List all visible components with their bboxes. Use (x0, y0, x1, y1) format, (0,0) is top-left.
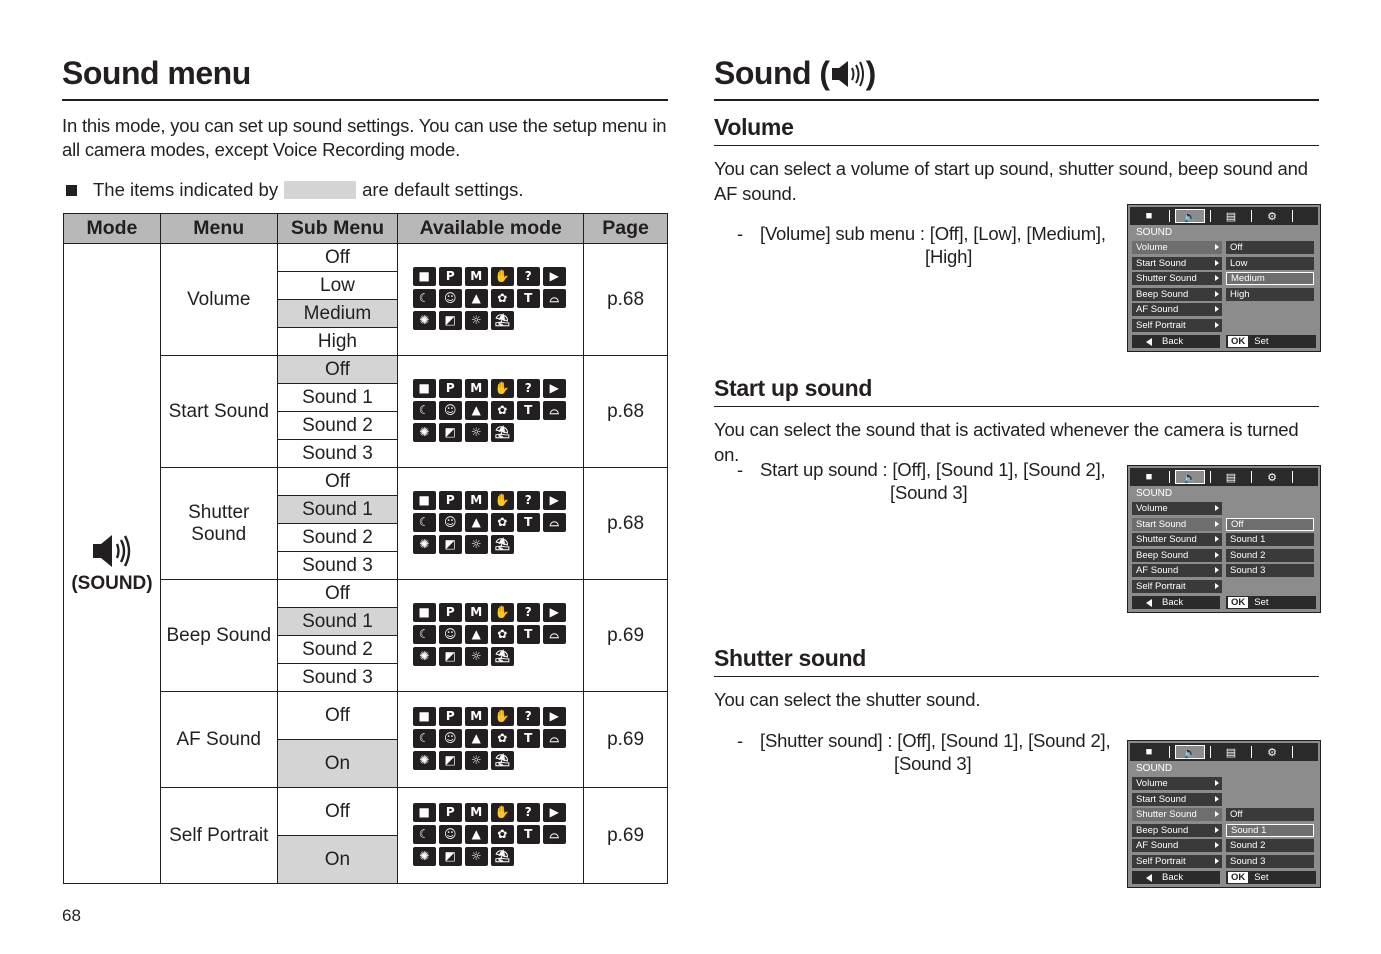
right-title-text: Sound ( (714, 55, 830, 91)
camera-menu-item-label: Start Sound (1136, 258, 1187, 269)
page-cell: p.69 (584, 788, 668, 884)
arrow-right-icon (1215, 780, 1219, 786)
camera-menu-item (1132, 257, 1222, 270)
sub-menu-cell: Sound 3 (277, 664, 398, 692)
page-cell: p.69 (584, 692, 668, 788)
camera-menu-item-label: Start Sound (1136, 519, 1187, 530)
camera-menu-item-label: Shutter Sound (1136, 273, 1197, 284)
sub-menu-cell: Sound 2 (277, 524, 398, 552)
camera-menu-item-label: Shutter Sound (1136, 534, 1197, 545)
default-color-swatch (284, 181, 356, 199)
back-control (1132, 596, 1220, 609)
macro-icon: ✿ (491, 729, 514, 748)
shutter-heading: Shutter sound (714, 645, 866, 671)
available-mode-cell (398, 580, 584, 692)
menu-cell: AF Sound (160, 692, 277, 788)
manual-mode-icon: M (465, 267, 488, 286)
landscape-icon: ▲ (465, 825, 488, 844)
speaker-icon: 🔈 (1175, 209, 1205, 223)
menu-cell: Beep Sound (160, 580, 277, 692)
dawn-icon: ☼ (465, 311, 488, 330)
camera-menu-item-label: Volume (1136, 778, 1168, 789)
header-menu: Menu (160, 214, 277, 244)
arrow-right-icon (1215, 583, 1219, 589)
sub-menu-cell: Sound 2 (277, 412, 398, 440)
camera-option: Off (1226, 241, 1314, 254)
landscape-icon: ▲ (465, 401, 488, 420)
mode-label: (SOUND) (71, 572, 153, 594)
photo-help-icon: ? (517, 707, 540, 726)
back-control (1132, 335, 1220, 348)
camera-menu-item (1132, 808, 1222, 821)
sub-menu-cell: High (277, 328, 398, 356)
photo-help-icon: ? (517, 379, 540, 398)
shutter-divider (714, 676, 1319, 677)
dawn-icon: ☼ (465, 751, 488, 770)
sub-menu-cell: Sound 3 (277, 440, 398, 468)
available-mode-cell (398, 356, 584, 468)
sunset-icon: ⌓ (543, 729, 566, 748)
fireworks-icon: ✺ (413, 647, 436, 666)
back-label: Back (1162, 336, 1184, 347)
sound-settings-table (63, 213, 668, 884)
camera-menu-item (1132, 533, 1222, 546)
page-number: 68 (62, 906, 81, 925)
menu-cell: Shutter Sound (160, 468, 277, 580)
mode-cell (64, 244, 161, 884)
arrow-left-icon (1146, 874, 1152, 882)
movie-icon: ▶ (543, 491, 566, 510)
ok-control (1226, 871, 1316, 884)
camera-menu-item (1132, 272, 1222, 285)
camera-menu-item-label: Shutter Sound (1136, 809, 1197, 820)
table-header-row (64, 214, 668, 244)
text-icon: T (517, 729, 540, 748)
default-note-text-before: The items indicated by (93, 179, 279, 200)
macro-icon: ✿ (491, 401, 514, 420)
dual-is-icon: ✋ (491, 803, 514, 822)
sunset-icon: ⌓ (543, 401, 566, 420)
macro-icon: ✿ (491, 289, 514, 308)
shutter-text: You can select the shutter sound. (714, 689, 981, 710)
sub-menu-cell: On (277, 836, 398, 884)
arrow-right-icon (1215, 552, 1219, 558)
volume-text: You can select a volume of start up sound, shutter sound, beep sound and AF sound. (714, 158, 1308, 204)
right-title-end: ) (865, 55, 876, 91)
camera-menu-item-label: Volume (1136, 503, 1168, 514)
camera-menu-item (1132, 518, 1222, 531)
title-divider (62, 99, 668, 101)
gear-icon: ⚙ (1267, 746, 1277, 759)
camera-menu-item (1132, 824, 1222, 837)
fireworks-icon: ✺ (413, 535, 436, 554)
camera-icon: ■ (1145, 471, 1153, 483)
arrow-right-icon (1215, 260, 1219, 266)
menu-cell: Volume (160, 244, 277, 356)
camera-icon: ■ (413, 803, 436, 822)
arrow-right-icon (1215, 322, 1219, 328)
arrow-right-icon (1215, 306, 1219, 312)
display-icon: ▤ (1225, 746, 1237, 759)
camera-menu-item (1132, 564, 1222, 577)
camera-tab-bar (1130, 468, 1318, 486)
ok-control (1226, 596, 1316, 609)
mode-icon-grid (413, 803, 569, 869)
camera-tab-bar (1130, 743, 1318, 761)
night-icon: ☾ (413, 401, 436, 420)
camera-menu-label: SOUND (1136, 227, 1173, 238)
camera-option: Sound 1 (1226, 824, 1314, 837)
arrow-right-icon (1215, 521, 1219, 527)
camera-icon: ■ (413, 491, 436, 510)
dual-is-icon: ✋ (491, 267, 514, 286)
arrow-right-icon (1215, 796, 1219, 802)
header-mode: Mode (64, 214, 161, 244)
arrow-right-icon (1215, 505, 1219, 511)
camera-menu-item-label: Self Portrait (1136, 581, 1186, 592)
speaker-icon (90, 533, 134, 569)
sub-menu-cell: Sound 1 (277, 608, 398, 636)
beach-snow-icon: ⛱ (491, 423, 514, 442)
program-icon: P (439, 379, 462, 398)
sub-menu-cell: Off (277, 692, 398, 740)
camera-icon: ■ (413, 707, 436, 726)
camera-menu-item-label: AF Sound (1136, 304, 1179, 315)
menu-cell: Self Portrait (160, 788, 277, 884)
speaker-icon (830, 59, 866, 89)
back-control (1132, 871, 1220, 884)
sunset-icon: ⌓ (543, 513, 566, 532)
fireworks-icon: ✺ (413, 423, 436, 442)
camera-option: Sound 2 (1226, 839, 1314, 852)
dual-is-icon: ✋ (491, 491, 514, 510)
header-sub-menu: Sub Menu (277, 214, 398, 244)
sunset-icon: ⌓ (543, 289, 566, 308)
dual-is-icon: ✋ (491, 603, 514, 622)
volume-heading: Volume (714, 114, 794, 140)
mode-icon-grid (413, 603, 569, 669)
header-page: Page (584, 214, 668, 244)
startup-text: You can select the sound that is activated whenever the camera is turned on. (714, 419, 1299, 465)
sunset-icon: ⌓ (543, 825, 566, 844)
dash: - (737, 459, 743, 480)
sub-menu-cell: Sound 1 (277, 496, 398, 524)
set-label: Set (1254, 872, 1269, 883)
display-icon: ▤ (1225, 210, 1237, 223)
page-cell: p.69 (584, 580, 668, 692)
shutter-submenu-cont: [Sound 3] (894, 753, 972, 774)
night-icon: ☾ (413, 513, 436, 532)
camera-menu-item (1132, 241, 1222, 254)
camera-option: Sound 1 (1226, 533, 1314, 546)
camera-screen-shutter (1127, 740, 1321, 888)
photo-help-icon: ? (517, 267, 540, 286)
text-icon: T (517, 289, 540, 308)
manual-mode-icon: M (465, 491, 488, 510)
mode-icon-grid (413, 491, 569, 557)
right-title-divider (714, 99, 1319, 101)
camera-option: Sound 3 (1226, 564, 1314, 577)
sub-menu-cell: Low (277, 272, 398, 300)
gear-icon: ⚙ (1267, 471, 1277, 484)
ok-badge: OK (1228, 872, 1248, 883)
page-cell: p.68 (584, 468, 668, 580)
set-label: Set (1254, 336, 1269, 347)
volume-submenu-line (737, 222, 1106, 246)
menu-cell: Start Sound (160, 356, 277, 468)
camera-screen-volume (1127, 204, 1321, 352)
available-mode-cell (398, 692, 584, 788)
dual-is-icon: ✋ (491, 379, 514, 398)
backlight-icon: ◩ (439, 751, 462, 770)
startup-submenu-text: Start up sound : [Off], [Sound 1], [Sound 2], (760, 459, 1106, 480)
mode-icon-grid (413, 267, 569, 333)
table-row (64, 244, 668, 272)
camera-menu-item-label: Beep Sound (1136, 550, 1189, 561)
beach-snow-icon: ⛱ (491, 311, 514, 330)
camera-option: Sound 2 (1226, 549, 1314, 562)
sub-menu-cell: Sound 1 (277, 384, 398, 412)
camera-tab-bar (1130, 207, 1318, 225)
beach-snow-icon: ⛱ (491, 751, 514, 770)
arrow-right-icon (1215, 842, 1219, 848)
back-label: Back (1162, 872, 1184, 883)
arrow-right-icon (1215, 567, 1219, 573)
program-icon: P (439, 267, 462, 286)
arrow-right-icon (1215, 275, 1219, 281)
camera-menu-item-label: Self Portrait (1136, 320, 1186, 331)
backlight-icon: ◩ (439, 423, 462, 442)
night-icon: ☾ (413, 729, 436, 748)
camera-icon: ■ (413, 267, 436, 286)
camera-menu-item (1132, 580, 1222, 593)
camera-icon: ■ (1145, 210, 1153, 222)
camera-option: Medium (1226, 272, 1314, 285)
sub-menu-cell: Off (277, 244, 398, 272)
camera-option: Off (1226, 808, 1314, 821)
backlight-icon: ◩ (439, 311, 462, 330)
portrait-icon: ☺ (439, 401, 462, 420)
sub-menu-cell: Off (277, 580, 398, 608)
dawn-icon: ☼ (465, 847, 488, 866)
sunset-icon: ⌓ (543, 625, 566, 644)
sub-menu-cell: Sound 3 (277, 552, 398, 580)
photo-help-icon: ? (517, 491, 540, 510)
startup-heading: Start up sound (714, 375, 873, 401)
sub-menu-cell: On (277, 740, 398, 788)
dawn-icon: ☼ (465, 647, 488, 666)
ok-badge: OK (1228, 336, 1248, 347)
night-icon: ☾ (413, 289, 436, 308)
dual-is-icon: ✋ (491, 707, 514, 726)
night-icon: ☾ (413, 625, 436, 644)
movie-icon: ▶ (543, 603, 566, 622)
startup-submenu-line (737, 458, 1105, 482)
camera-menu-item (1132, 793, 1222, 806)
camera-menu-item (1132, 549, 1222, 562)
camera-menu-item (1132, 855, 1222, 868)
portrait-icon: ☺ (439, 289, 462, 308)
movie-icon: ▶ (543, 707, 566, 726)
arrow-left-icon (1146, 599, 1152, 607)
landscape-icon: ▲ (465, 513, 488, 532)
beach-snow-icon: ⛱ (491, 847, 514, 866)
camera-menu-item-label: Self Portrait (1136, 856, 1186, 867)
camera-menu-item (1132, 319, 1222, 332)
text-icon: T (517, 401, 540, 420)
backlight-icon: ◩ (439, 647, 462, 666)
shutter-submenu-text: [Shutter sound] : [Off], [Sound 1], [Sound 2], (760, 730, 1111, 751)
camera-menu-label: SOUND (1136, 488, 1173, 499)
manual-mode-icon: M (465, 603, 488, 622)
camera-menu-item-label: Beep Sound (1136, 289, 1189, 300)
fireworks-icon: ✺ (413, 751, 436, 770)
fireworks-icon: ✺ (413, 847, 436, 866)
text-icon: T (517, 625, 540, 644)
program-icon: P (439, 603, 462, 622)
portrait-icon: ☺ (439, 729, 462, 748)
page-cell: p.68 (584, 244, 668, 356)
camera-menu-item (1132, 502, 1222, 515)
camera-menu-item (1132, 288, 1222, 301)
sub-menu-cell: Off (277, 356, 398, 384)
dawn-icon: ☼ (465, 423, 488, 442)
program-icon: P (439, 707, 462, 726)
camera-bottom-bar (1132, 871, 1316, 884)
manual-mode-icon: M (465, 707, 488, 726)
dawn-icon: ☼ (465, 535, 488, 554)
set-label: Set (1254, 597, 1269, 608)
default-settings-note (62, 179, 524, 201)
camera-option: Off (1226, 518, 1314, 531)
shutter-submenu-line (737, 729, 1110, 753)
mode-icon-grid (413, 707, 569, 773)
camera-menu-label: SOUND (1136, 763, 1173, 774)
page-cell: p.68 (584, 356, 668, 468)
arrow-right-icon (1215, 858, 1219, 864)
backlight-icon: ◩ (439, 535, 462, 554)
camera-bottom-bar (1132, 335, 1316, 348)
arrow-right-icon (1215, 536, 1219, 542)
arrow-left-icon (1146, 338, 1152, 346)
camera-menu-item-label: Start Sound (1136, 794, 1187, 805)
ok-control (1226, 335, 1316, 348)
portrait-icon: ☺ (439, 825, 462, 844)
night-icon: ☾ (413, 825, 436, 844)
speaker-icon: 🔈 (1175, 745, 1205, 759)
camera-menu-item (1132, 777, 1222, 790)
sub-menu-cell: Medium (277, 300, 398, 328)
arrow-right-icon (1215, 827, 1219, 833)
camera-menu-item (1132, 839, 1222, 852)
dash: - (737, 730, 743, 751)
macro-icon: ✿ (491, 625, 514, 644)
manual-mode-icon: M (465, 379, 488, 398)
arrow-right-icon (1215, 244, 1219, 250)
back-label: Back (1162, 597, 1184, 608)
portrait-icon: ☺ (439, 513, 462, 532)
mode-icon-grid (413, 379, 569, 445)
beach-snow-icon: ⛱ (491, 647, 514, 666)
manual-mode-icon: M (465, 803, 488, 822)
volume-submenu-cont: [High] (925, 246, 973, 267)
page-title: Sound menu (62, 55, 251, 91)
default-note-text-after: are default settings. (362, 179, 524, 200)
bullet-icon (66, 185, 77, 196)
macro-icon: ✿ (491, 513, 514, 532)
available-mode-cell (398, 468, 584, 580)
header-available-mode: Available mode (398, 214, 584, 244)
display-icon: ▤ (1225, 471, 1237, 484)
available-mode-cell (398, 788, 584, 884)
text-icon: T (517, 825, 540, 844)
movie-icon: ▶ (543, 803, 566, 822)
camera-bottom-bar (1132, 596, 1316, 609)
camera-screen-startup (1127, 465, 1321, 613)
volume-divider (714, 145, 1319, 146)
text-icon: T (517, 513, 540, 532)
right-page-title (714, 55, 876, 92)
gear-icon: ⚙ (1267, 210, 1277, 223)
camera-option: High (1226, 288, 1314, 301)
startup-divider (714, 406, 1319, 407)
fireworks-icon: ✺ (413, 311, 436, 330)
sub-menu-cell: Off (277, 468, 398, 496)
camera-menu-item-label: AF Sound (1136, 840, 1179, 851)
speaker-icon: 🔈 (1175, 470, 1205, 484)
camera-icon: ■ (413, 379, 436, 398)
photo-help-icon: ? (517, 803, 540, 822)
ok-badge: OK (1228, 597, 1248, 608)
portrait-icon: ☺ (439, 625, 462, 644)
beach-snow-icon: ⛱ (491, 535, 514, 554)
intro-paragraph: In this mode, you can set up sound settings. You can use the setup menu in all camera modes, except Voice Recording mode. (62, 115, 667, 160)
sub-menu-cell: Sound 2 (277, 636, 398, 664)
camera-icon: ■ (1145, 746, 1153, 758)
sub-menu-cell: Off (277, 788, 398, 836)
startup-submenu-cont: [Sound 3] (890, 482, 968, 503)
backlight-icon: ◩ (439, 847, 462, 866)
photo-help-icon: ? (517, 603, 540, 622)
dash: - (737, 223, 743, 244)
volume-submenu-text: [Volume] sub menu : [Off], [Low], [Medium], (760, 223, 1106, 244)
arrow-right-icon (1215, 811, 1219, 817)
landscape-icon: ▲ (465, 729, 488, 748)
program-icon: P (439, 491, 462, 510)
camera-option: Low (1226, 257, 1314, 270)
camera-menu-item-label: AF Sound (1136, 565, 1179, 576)
macro-icon: ✿ (491, 825, 514, 844)
movie-icon: ▶ (543, 379, 566, 398)
camera-option: Sound 3 (1226, 855, 1314, 868)
program-icon: P (439, 803, 462, 822)
landscape-icon: ▲ (465, 289, 488, 308)
camera-icon: ■ (413, 603, 436, 622)
camera-menu-item-label: Volume (1136, 242, 1168, 253)
camera-menu-item (1132, 303, 1222, 316)
available-mode-cell (398, 244, 584, 356)
landscape-icon: ▲ (465, 625, 488, 644)
camera-menu-item-label: Beep Sound (1136, 825, 1189, 836)
movie-icon: ▶ (543, 267, 566, 286)
arrow-right-icon (1215, 291, 1219, 297)
